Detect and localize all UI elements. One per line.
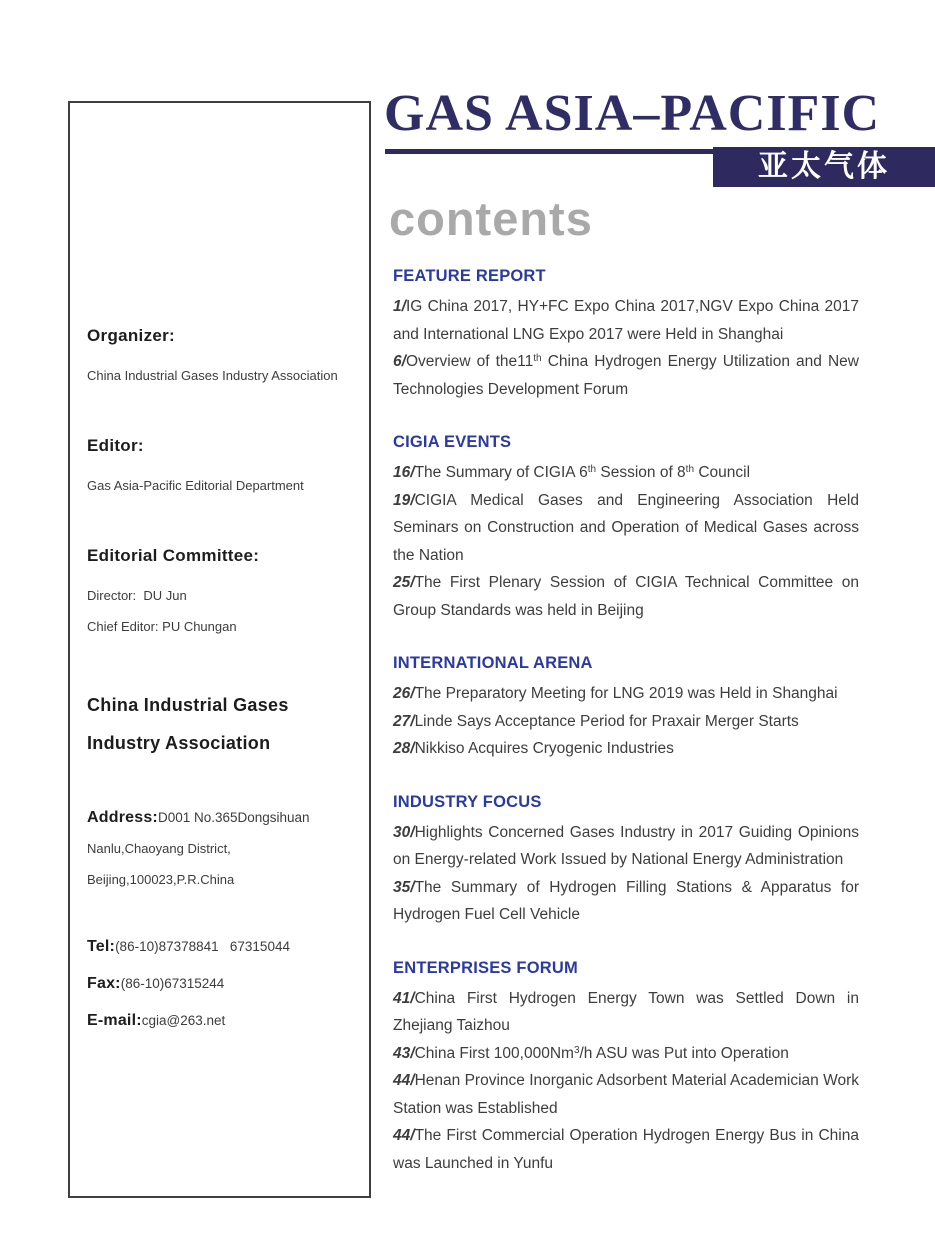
sidebar-heading: Editor: (87, 436, 144, 455)
sidebar-text-line: Nanlu,Chaoyang District, (87, 841, 231, 856)
editorial-committee-block (87, 545, 357, 642)
toc-page-number: 35/ (393, 878, 415, 896)
contents-heading: contents (389, 192, 593, 245)
magazine-title: GAS ASIA–PACIFIC (384, 85, 881, 142)
sidebar-text-line: Gas Asia-Pacific Editorial Department (87, 478, 304, 493)
toc-section-enterprises-forum (393, 958, 859, 1178)
toc-entry: 28/Nikkiso Acquires Cryogenic Industries (393, 740, 674, 757)
toc-page-number: 25/ (393, 574, 415, 591)
organizer-block (87, 325, 357, 391)
toc-entry: 41/China First Hydrogen Energy Town was Settled Down in Zhejiang Taizhou (393, 989, 859, 1034)
toc-entry: 44/Henan Province Inorganic Adsorbent Material Academician Work Station was Established (393, 1072, 859, 1117)
toc-section-industry-focus (393, 792, 859, 929)
sidebar-heading: Organizer: (87, 326, 176, 345)
toc-page-number: 41/ (393, 989, 415, 1007)
masthead-info-content (70, 103, 369, 1036)
toc-page-number: 44/ (393, 1072, 415, 1089)
toc-page-number: 26/ (393, 685, 415, 702)
sidebar-value: D001 No.365Dongsihuan (157, 810, 310, 825)
toc-entry: 30/Highlights Concerned Gases Industry in 2017 Guiding Opinions on Energy-related Work Issued by National Energy Administration (393, 823, 859, 868)
sidebar-text-line: Director: DU Jun (87, 588, 187, 603)
toc-entry: 1/IG China 2017, HY+FC Expo China 2017,NGV Expo China 2017 and International LNG Expo 2017 were Held in Shanghai (393, 298, 859, 343)
toc-page-number: 27/ (393, 712, 415, 730)
toc-section-heading: FEATURE REPORT (393, 267, 546, 285)
chinese-title-text: 亚太气体 (758, 150, 890, 183)
toc-page-number: 43/ (393, 1044, 415, 1062)
sidebar-labeled-line (87, 802, 357, 833)
toc-entry: 35/The Summary of Hydrogen Filling Stations & Apparatus for Hydrogen Fuel Cell Vehicle (393, 878, 859, 923)
toc-entry: 19/CIGIA Medical Gases and Engineering Association Held Seminars on Construction and Operation of Medical Gases across the Nation (393, 491, 859, 564)
masthead-info-box (68, 101, 371, 1198)
sidebar-label: Address: (87, 809, 158, 826)
sidebar-value: (86-10)87378841 67315044 (115, 939, 290, 954)
sidebar-value: (86-10)67315244 (120, 976, 225, 991)
toc-page-number: 1/ (393, 298, 406, 315)
toc-section-heading: CIGIA EVENTS (393, 433, 512, 451)
sidebar-labeled-line (87, 1005, 357, 1036)
toc-page-number: 16/ (393, 464, 415, 481)
sidebar-labeled-line (87, 931, 357, 962)
sidebar-labeled-line (87, 968, 357, 999)
sidebar-heading-line: China Industrial Gases (87, 695, 289, 715)
sidebar-heading-line: Industry Association (87, 733, 271, 753)
toc-section-international-arena (393, 653, 859, 763)
table-of-contents (393, 266, 859, 1206)
fax-block (87, 968, 357, 999)
toc-entry: 16/The Summary of CIGIA 6th Session of 8th Council (393, 464, 751, 481)
toc-section-heading: ENTERPRISES FORUM (393, 958, 578, 977)
sidebar-text-line: China Industrial Gases Industry Association (87, 368, 338, 383)
toc-section-heading: INTERNATIONAL ARENA (393, 654, 593, 672)
toc-page-number: 19/ (393, 491, 415, 509)
chinese-title-banner (713, 147, 935, 187)
editor-block (87, 435, 357, 501)
sidebar-heading: Editorial Committee: (87, 546, 260, 565)
toc-section-cigia-events (393, 432, 859, 624)
sidebar-label: E-mail: (87, 1012, 142, 1029)
toc-entry: 26/The Preparatory Meeting for LNG 2019 was Held in Shanghai (393, 685, 838, 702)
toc-entry: 6/Overview of the11th China Hydrogen Energy Utilization and New Technologies Development Forum (393, 353, 859, 398)
sidebar-text-line: Beijing,100023,P.R.China (87, 872, 235, 887)
toc-entry: 27/Linde Says Acceptance Period for Praxair Merger Starts (393, 712, 799, 730)
toc-entry: 44/The First Commercial Operation Hydrogen Energy Bus in China was Launched in Yunfu (393, 1127, 859, 1172)
email-block (87, 1005, 357, 1036)
toc-page-number: 30/ (393, 823, 415, 841)
toc-entry: 43/China First 100,000Nm$^3$/h ASU was Put into Operation (393, 1044, 789, 1062)
sidebar-text-line: Chief Editor: PU Chungan (87, 619, 237, 634)
toc-entry: 25/The First Plenary Session of CIGIA Technical Committee on Group Standards was held in Beijing (393, 574, 859, 619)
toc-page-number: 6/ (393, 353, 406, 370)
toc-section-heading: INDUSTRY FOCUS (393, 792, 542, 811)
sidebar-label: Fax: (87, 975, 121, 992)
address-block (87, 802, 357, 895)
tel-block (87, 931, 357, 962)
toc-section-feature-report (393, 266, 859, 403)
toc-page-number: 44/ (393, 1127, 415, 1144)
sidebar-label: Tel: (87, 938, 116, 955)
association-name-block (87, 686, 357, 762)
sidebar-value: cgia@263.net (141, 1013, 226, 1028)
toc-page-number: 28/ (393, 740, 415, 757)
